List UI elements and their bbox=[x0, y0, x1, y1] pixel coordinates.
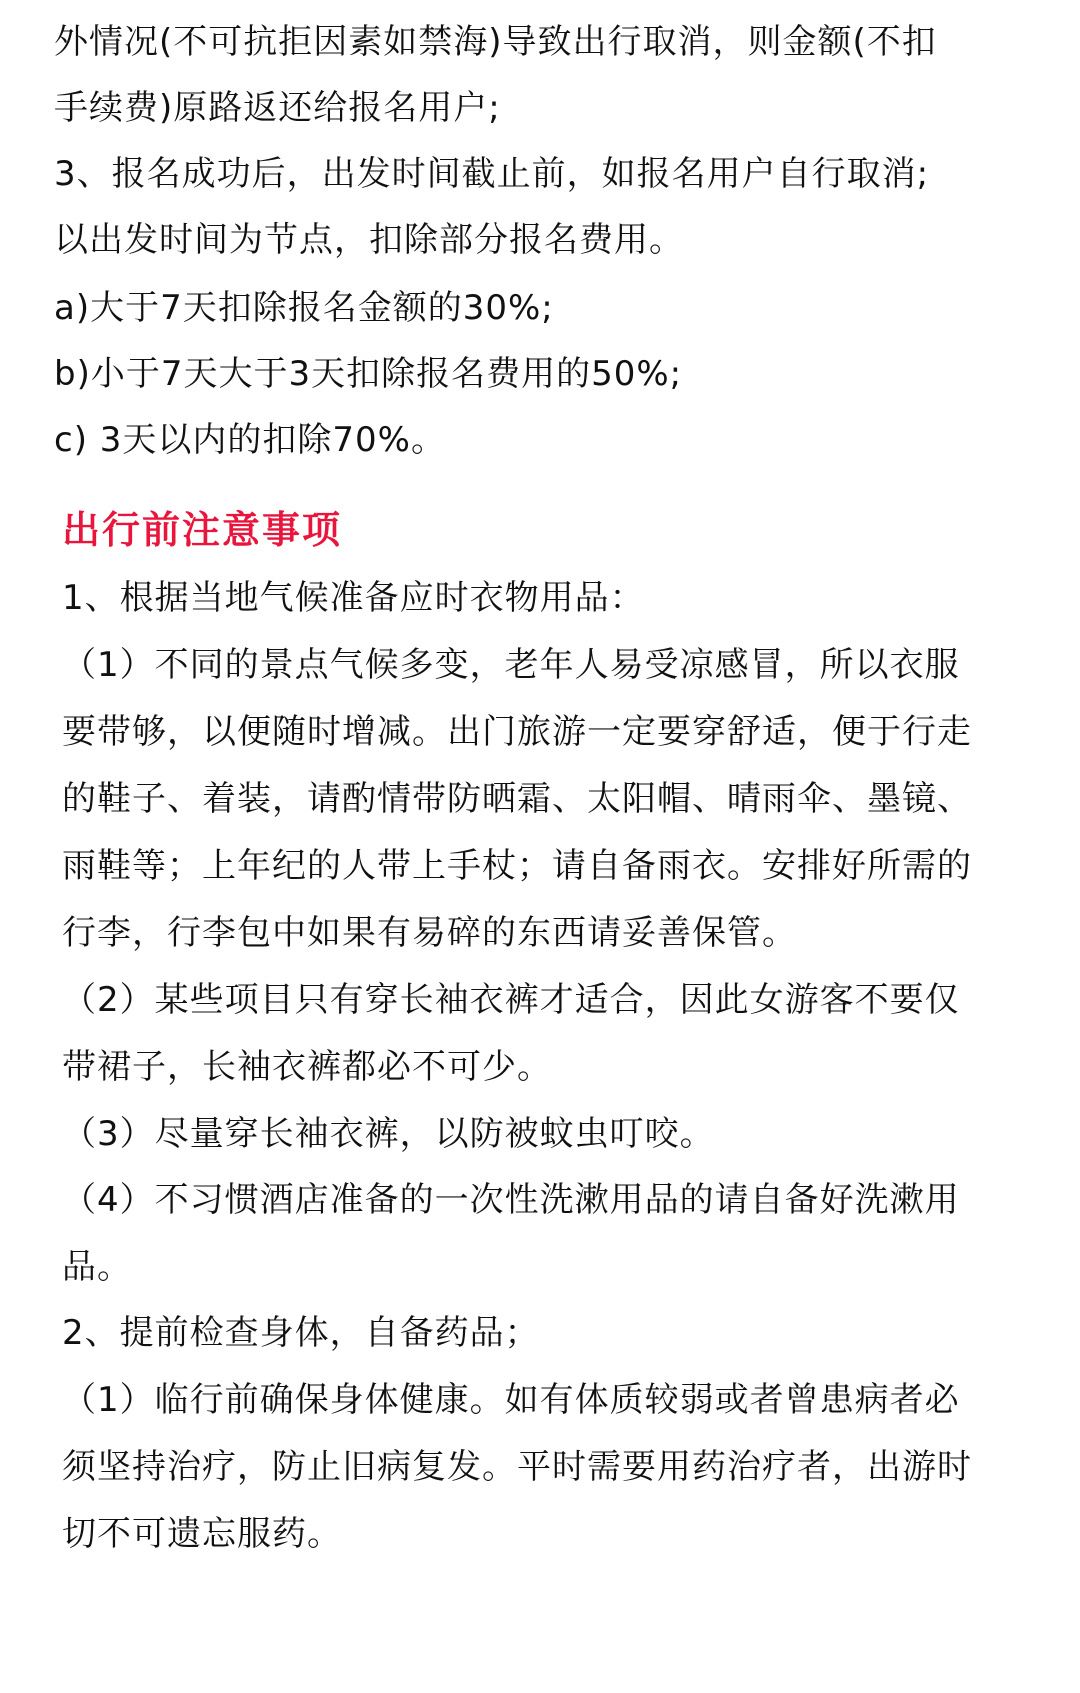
notice-line-12: 2、提前检查身体，自备药品； bbox=[62, 1313, 540, 1353]
refund-line-6: b)小于7天大于3天扣除报名费用的50%; bbox=[54, 354, 683, 394]
refund-line-2: 手续费)原路返还给报名用户; bbox=[54, 88, 501, 128]
notice-line-14: 须坚持治疗，防止旧病复发。平时需要用药治疗者，出游时 bbox=[62, 1447, 972, 1487]
notice-line-7: （2）某些项目只有穿长袖衣裤才适合，因此女游客不要仅 bbox=[62, 980, 960, 1020]
notice-line-4: 的鞋子、着装，请酌情带防晒霜、太阳帽、晴雨伞、墨镜、 bbox=[62, 779, 972, 819]
refund-line-1: 外情况(不可抗拒因素如禁海)导致出行取消，则金额(不扣 bbox=[54, 22, 937, 62]
notice-line-10: （4）不习惯酒店准备的一次性洗漱用品的请自备好洗漱用 bbox=[62, 1180, 960, 1220]
notice-line-3: 要带够，以便随时增减。出门旅游一定要穿舒适，便于行走 bbox=[62, 712, 972, 752]
notice-line-11: 品。 bbox=[62, 1247, 132, 1287]
refund-line-3: 3、报名成功后，出发时间截止前，如报名用户自行取消; bbox=[54, 154, 930, 194]
notice-line-1: 1、根据当地气候准备应时衣物用品： bbox=[62, 578, 645, 618]
notice-line-13: （1）临行前确保身体健康。如有体质较弱或者曾患病者必 bbox=[62, 1380, 960, 1420]
notice-line-9: （3）尽量穿长袖衣裤，以防被蚊虫叮咬。 bbox=[62, 1114, 715, 1154]
notice-line-2: （1）不同的景点气候多变，老年人易受凉感冒，所以衣服 bbox=[62, 645, 960, 685]
notice-line-15: 切不可遗忘服药。 bbox=[62, 1514, 342, 1554]
refund-line-7: c) 3天以内的扣除70%。 bbox=[54, 420, 446, 460]
notice-line-6: 行李，行李包中如果有易碎的东西请妥善保管。 bbox=[62, 913, 797, 953]
refund-line-4: 以出发时间为节点，扣除部分报名费用。 bbox=[54, 220, 684, 260]
refund-line-5: a)大于7天扣除报名金额的30%; bbox=[54, 288, 554, 328]
notice-line-8: 带裙子，长袖衣裤都必不可少。 bbox=[62, 1047, 552, 1087]
section-heading: 出行前注意事项 bbox=[62, 508, 343, 552]
notice-line-5: 雨鞋等；上年纪的人带上手杖；请自备雨衣。安排好所需的 bbox=[62, 846, 972, 886]
